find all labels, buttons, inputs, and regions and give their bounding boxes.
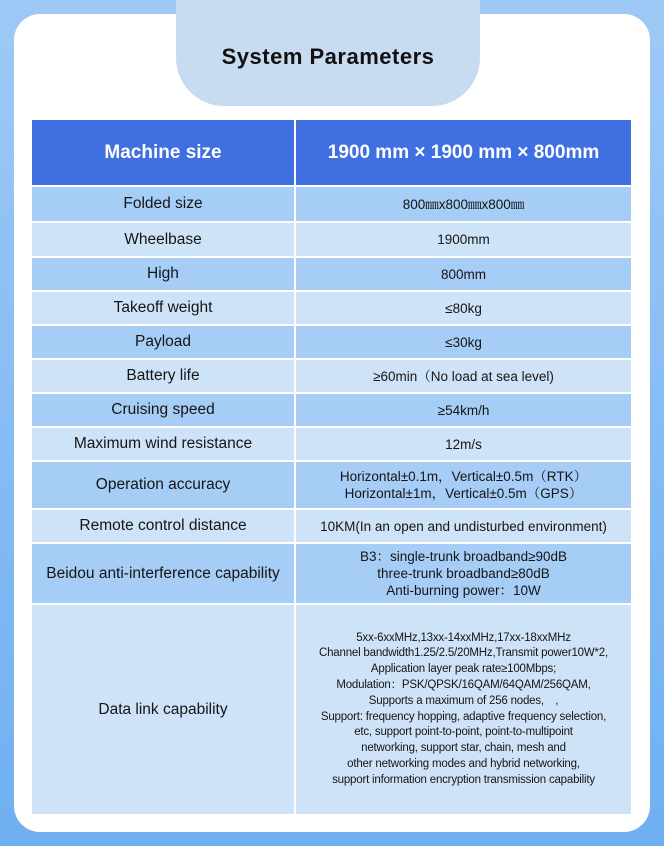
value-line: support information encryption transmission capability (332, 773, 595, 786)
table-row (32, 257, 631, 291)
row-key: Wheelbase (32, 222, 295, 257)
value-line: etc, support point-to-point, point-to-multipoint (354, 726, 573, 739)
table-row (32, 461, 631, 509)
row-key: Folded size (32, 186, 295, 222)
value-line: B3：single-trunk broadband≥90dB (359, 549, 568, 564)
row-key: Cruising speed (32, 393, 295, 427)
row-key: Payload (32, 325, 295, 359)
value-line: 10KM(In an open and undisturbed environment) (320, 518, 607, 534)
table-row (32, 359, 631, 393)
table-row (32, 509, 631, 543)
row-key: Remote control distance (32, 509, 295, 543)
table-row (32, 427, 631, 461)
parameters-table (32, 120, 631, 816)
row-value (295, 359, 631, 393)
row-key: Data link capability (32, 604, 295, 815)
value-line: Anti-burning power：10W (386, 583, 541, 598)
value-line: ≤80kg (445, 300, 482, 316)
value-line: ≤30kg (445, 334, 482, 350)
table-row (32, 222, 631, 257)
row-key: Operation accuracy (32, 461, 295, 509)
value-line: 5xx-6xxMHz,13xx-14xxMHz,17xx-18xxMHz (356, 631, 571, 644)
header-key: Machine size (32, 120, 295, 186)
row-key: Beidou anti-interference capability (32, 543, 295, 604)
table-header-row (32, 120, 631, 186)
row-value (295, 393, 631, 427)
row-key: Takeoff weight (32, 291, 295, 325)
row-value (295, 461, 631, 509)
value-line: Horizontal±0.1m，Vertical±0.5m（RTK） (339, 469, 588, 484)
table-row (32, 186, 631, 222)
row-value (295, 427, 631, 461)
row-value (295, 509, 631, 543)
value-line: three-trunk broadband≥80dB (377, 566, 550, 581)
row-key: Maximum wind resistance (32, 427, 295, 461)
row-value (295, 604, 631, 815)
value-line: ≥60min（No load at sea level) (373, 368, 554, 384)
table-row (32, 604, 631, 815)
table-row (32, 291, 631, 325)
value-line: 1900mm (437, 232, 490, 247)
table-row (32, 543, 631, 604)
value-line: 800㎜x800㎜x800㎜ (402, 196, 525, 212)
row-value (295, 543, 631, 604)
value-line: Support: frequency hopping, adaptive frequency selection, (320, 710, 607, 723)
value-line: ≥54km/h (437, 402, 490, 418)
row-value (295, 257, 631, 291)
value-line: 800mm (440, 266, 486, 282)
row-key: High (32, 257, 295, 291)
value-line: Horizontal±1m，Vertical±0.5m（GPS） (344, 486, 583, 501)
header-value: 1900 mm × 1900 mm × 800mm (295, 120, 631, 186)
table-row (32, 325, 631, 359)
page-title: System Parameters (221, 44, 435, 69)
value-line: Modulation：PSK/QPSK/16QAM/64QAM/256QAM, (336, 678, 591, 691)
row-value (295, 325, 631, 359)
value-line: 12m/s (445, 436, 482, 452)
value-line: Channel bandwidth1.25/2.5/20MHz,Transmit power10W*2, (319, 647, 608, 660)
value-line: networking, support star, chain, mesh and (361, 742, 566, 755)
row-value (295, 186, 631, 222)
row-key: Battery life (32, 359, 295, 393)
value-line: Application layer peak rate≥100Mbps; (370, 663, 557, 676)
row-value (295, 222, 631, 257)
value-line: other networking modes and hybrid networking, (347, 757, 580, 770)
row-value (295, 291, 631, 325)
table-row (32, 393, 631, 427)
value-line: Supports a maximum of 256 nodes, , (368, 694, 559, 707)
